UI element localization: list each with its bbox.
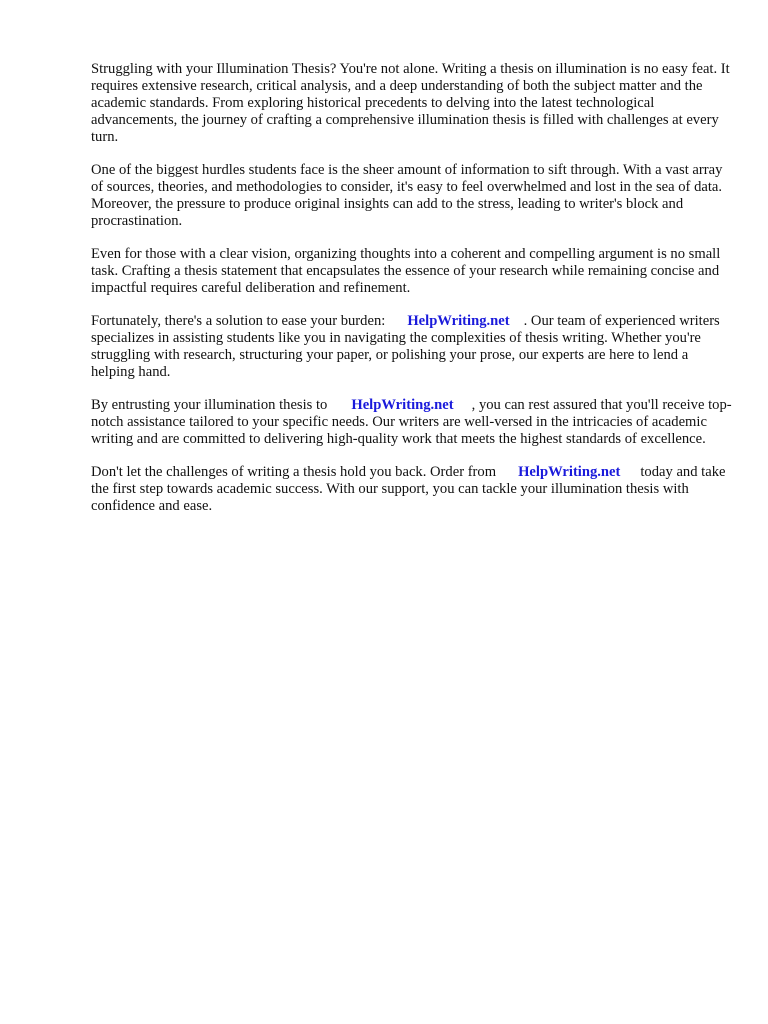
helpwriting-link-2[interactable]: HelpWriting.net xyxy=(351,397,454,413)
paragraph-solution-text-before: Fortunately, there's a solution to ease your burden: xyxy=(91,313,386,329)
paragraph-order xyxy=(91,464,733,515)
helpwriting-link-3[interactable]: HelpWriting.net xyxy=(518,464,621,480)
paragraph-solution-text-after: . Our team of experienced writers specializes in assisting students like you in navigating the complexities of thesis writing. Whether you're struggling with research, structuring your paper, or polishing your prose, our experts are here to lend a helping hand. xyxy=(91,313,720,380)
helpwriting-link-1[interactable]: HelpWriting.net xyxy=(407,313,510,329)
paragraph-solution xyxy=(91,313,733,381)
paragraph-intro: Struggling with your Illumination Thesis? You're not alone. Writing a thesis on illumination is no easy feat. It requires extensive research, critical analysis, and a deep understanding of both the subject matter and the academic standards. From exploring historical precedents to delving into the latest technological advancements, the journey of crafting a comprehensive illumination thesis is filled with challenges at every turn. xyxy=(91,61,730,145)
paragraph-entrusting xyxy=(91,397,733,448)
paragraph-order-text-before: Don't let the challenges of writing a thesis hold you back. Order from xyxy=(91,464,497,480)
paragraph-hurdles: One of the biggest hurdles students face is the sheer amount of information to sift through. With a vast array of sources, theories, and methodologies to consider, it's easy to feel overwhelmed and lost in the sea of data. Moreover, the pressure to produce original insights can add to the stress, leading to writer's block and procrastination. xyxy=(91,162,723,229)
paragraph-entrusting-text-after: , you can rest assured that you'll receive top-notch assistance tailored to your specific needs. Our writers are well-versed in the intricacies of academic writing and are committed to delivering high-quality work that meets the highest standards of excellence. xyxy=(91,397,732,447)
document-body xyxy=(91,61,733,531)
paragraph-order-text-after: today and take the first step towards academic success. With our support, you can tackle your illumination thesis with confidence and ease. xyxy=(91,464,726,514)
paragraph-organizing: Even for those with a clear vision, organizing thoughts into a coherent and compelling argument is no small task. Crafting a thesis statement that encapsulates the essence of your research while remaining concise and impactful requires careful deliberation and refinement. xyxy=(91,246,721,296)
paragraph-entrusting-text-before: By entrusting your illumination thesis to xyxy=(91,397,328,413)
